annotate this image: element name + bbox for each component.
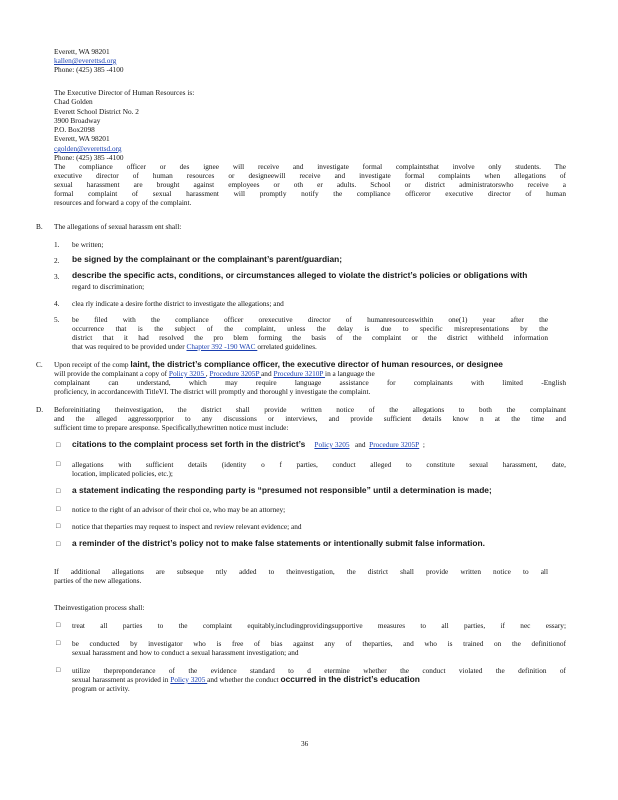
contact-name: Chad Golden <box>54 97 93 106</box>
list-number: 5. <box>54 315 60 324</box>
paragraph-line: executive director of human resources or designeewill receive and investigate formal complaints when allegations of <box>54 171 566 180</box>
email-link[interactable]: kallen@everettsd.org <box>54 56 117 65</box>
list-item-text: be filed with the compliance officer orexecutive director of humanresourceswithin one(1) year after the <box>72 315 548 324</box>
paragraph-line: parties of the new allegations. <box>54 576 142 585</box>
bullet-text: notice to the right of an advisor of their choi ce, who may be an attorney; <box>72 505 286 514</box>
bullet-icon: □ <box>56 621 61 629</box>
bullet-icon: □ <box>56 487 61 495</box>
policy-3205-link[interactable]: Policy 3205 <box>170 675 208 684</box>
list-item-text: orrelated guidelines. <box>257 342 317 351</box>
contact-po-box: P.O. Box2098 <box>54 125 95 134</box>
list-item-text: regard to discrimination; <box>72 282 145 291</box>
bullet-icon: □ <box>56 666 61 674</box>
bullet-text: a statement indicating the responding party is “presumed not responsible” until a determination is made; <box>72 485 492 495</box>
list-number: 4. <box>54 299 60 308</box>
paragraph-text: laint, the district’s compliance officer, the executive director of human resources, or designee <box>130 359 503 369</box>
email-link[interactable]: cgolden@everettsd.org <box>54 144 122 153</box>
chapter-wac-link[interactable]: Chapter 392 -190 WAC <box>186 342 258 351</box>
paragraph-text: will provide the complainant a copy of <box>54 369 169 378</box>
section-letter: D. <box>36 405 44 414</box>
paragraph-line: complainant can understand, which may require language assistance for complainants with limited -English <box>54 378 566 387</box>
bullet-text: location, implicated policies, etc.); <box>72 469 173 478</box>
bullet-text: sexual harassment and how to conduct a sexual harassment investigation; and <box>72 648 299 657</box>
procedure-3205p-link[interactable]: Procedure 3205P <box>369 440 420 449</box>
bullet-text: treat all parties to the complaint equitably,includingprovidingsupportive measures to all parties, if nec essary; <box>72 621 566 630</box>
bullet-text: citations to the complaint process set forth in the district’s <box>72 439 306 449</box>
policy-3205-link[interactable]: Policy 3205 <box>168 369 206 378</box>
paragraph-line: If additional allegations are subseque ntly added to theinvestigation, the district shall provide written notice to all <box>54 567 548 576</box>
bullet-icon: □ <box>56 639 61 647</box>
paragraph-text: in a language the <box>325 369 375 378</box>
policy-3205-link[interactable]: Policy 3205 <box>314 440 350 449</box>
paragraph-line <box>54 360 503 369</box>
page-number: 36 <box>301 739 309 748</box>
bullet-text: allegations with sufficient details (identity o f parties, conduct alleged to constitute sexual harassment, date, <box>72 460 566 469</box>
section-letter: B. <box>36 222 43 231</box>
list-number: 2. <box>54 256 60 265</box>
bullet-icon: □ <box>56 505 61 513</box>
contact-city: Everett, WA 98201 <box>54 134 110 143</box>
bullet-text: ; <box>422 440 425 449</box>
paragraph-line: Beforeinitiating theinvestigation, the district shall provide written notice of the allegations to both the complainant <box>54 405 566 414</box>
paragraph-line: formal complaint of sexual harassment will promptly notify the compliance officeror executive director of human <box>54 189 566 198</box>
section-letter: C. <box>36 360 43 369</box>
list-number: 1. <box>54 240 60 249</box>
contact-org: Everett School District No. 2 <box>54 107 139 116</box>
contact-phone: Phone: (425) 385 -4100 <box>54 153 124 162</box>
bullet-text: citations to the complaint process set forth in the district’s Policy 3205 and Procedure 3205P ; <box>72 439 425 449</box>
paragraph-line <box>54 369 375 378</box>
procedure-3205p-link[interactable]: Procedure 3205P <box>209 369 262 378</box>
list-item-text: clea rly indicate a desire forthe district to investigate the allegations; and <box>72 299 284 308</box>
bullet-icon: □ <box>56 522 61 530</box>
list-item-text: describe the specific acts, conditions, or circumstances alleged to violate the district’s policies or obligations with <box>72 270 528 280</box>
paragraph-line: The compliance officer or des ignee will receive and investigate formal complaintsthat involve only students. The <box>54 162 566 171</box>
list-item-text: be signed by the complainant or the complainant’s parent/guardian; <box>72 254 343 264</box>
paragraph-text: , <box>205 369 210 378</box>
list-number: 3. <box>54 272 60 281</box>
procedure-3210p-link[interactable]: Procedure 3210P <box>273 369 326 378</box>
paragraph-line: and the alleged aggressorpprior to any discussions or interviews, and provide sufficient details know n at the time and <box>54 414 566 423</box>
paragraph-line: resources and forward a copy of the complaint. <box>54 198 192 207</box>
bullet-icon: □ <box>56 441 61 449</box>
paragraph-line: proficiency, in accordancewith TitleVI. The district will promptly and thoroughl y investigate the complaint. <box>54 387 371 396</box>
list-item-text: district that it had resolved the pro blem forming the basis of the complaint or the district withheld information <box>72 333 548 342</box>
paragraph-text: and <box>261 369 274 378</box>
paragraph-line: sexual harassment are brought against employees or oth er adults. School or district administratorswho receive a <box>54 180 566 189</box>
list-item-text: that was required to be provided under <box>72 342 185 351</box>
contact-phone: Phone: (425) 385 -4100 <box>54 65 124 74</box>
list-item-text <box>72 342 317 351</box>
bullet-text: notice that theparties may request to inspect and review relevant evidence; and <box>72 522 302 531</box>
bullet-text: occurred in the district’s education <box>280 674 420 684</box>
bullet-text: utilize thepreponderance of the evidence standard to d etermine whether the conduct violated the definition of <box>72 666 566 675</box>
bullet-text: a reminder of the district’s policy not to make false statements or intentionally submit false information. <box>72 538 485 548</box>
bullet-text: program or activity. <box>72 684 130 693</box>
contact-street: 3900 Broadway <box>54 116 101 125</box>
paragraph-line: Theinvestigation process shall: <box>54 603 145 612</box>
contact-city: Everett, WA 98201 <box>54 47 110 56</box>
list-item-text: be written; <box>72 240 104 249</box>
list-item-text: occurrence that is the subject of the complaint, unless the delay is due to specific misrepresentations by the <box>72 324 548 333</box>
bullet-icon: □ <box>56 460 61 468</box>
hr-director-intro: The Executive Director of Human Resources is: <box>54 88 195 97</box>
section-heading: The allegations of sexual harassm ent shall: <box>54 222 182 231</box>
bullet-text: sexual harassment as provided in <box>72 675 171 684</box>
paragraph-text: Upon receipt of the comp <box>54 360 129 369</box>
bullet-text: and whether the conduct <box>207 675 281 684</box>
bullet-text <box>72 675 420 684</box>
bullet-text: be conducted by investigator who is free of bias against any of theparties, and who is trained on the definitionof <box>72 639 566 648</box>
paragraph-line: sufficient time to prepare aresponse. Specifically,thewritten notice must include: <box>54 423 289 432</box>
bullet-icon: □ <box>56 540 61 548</box>
